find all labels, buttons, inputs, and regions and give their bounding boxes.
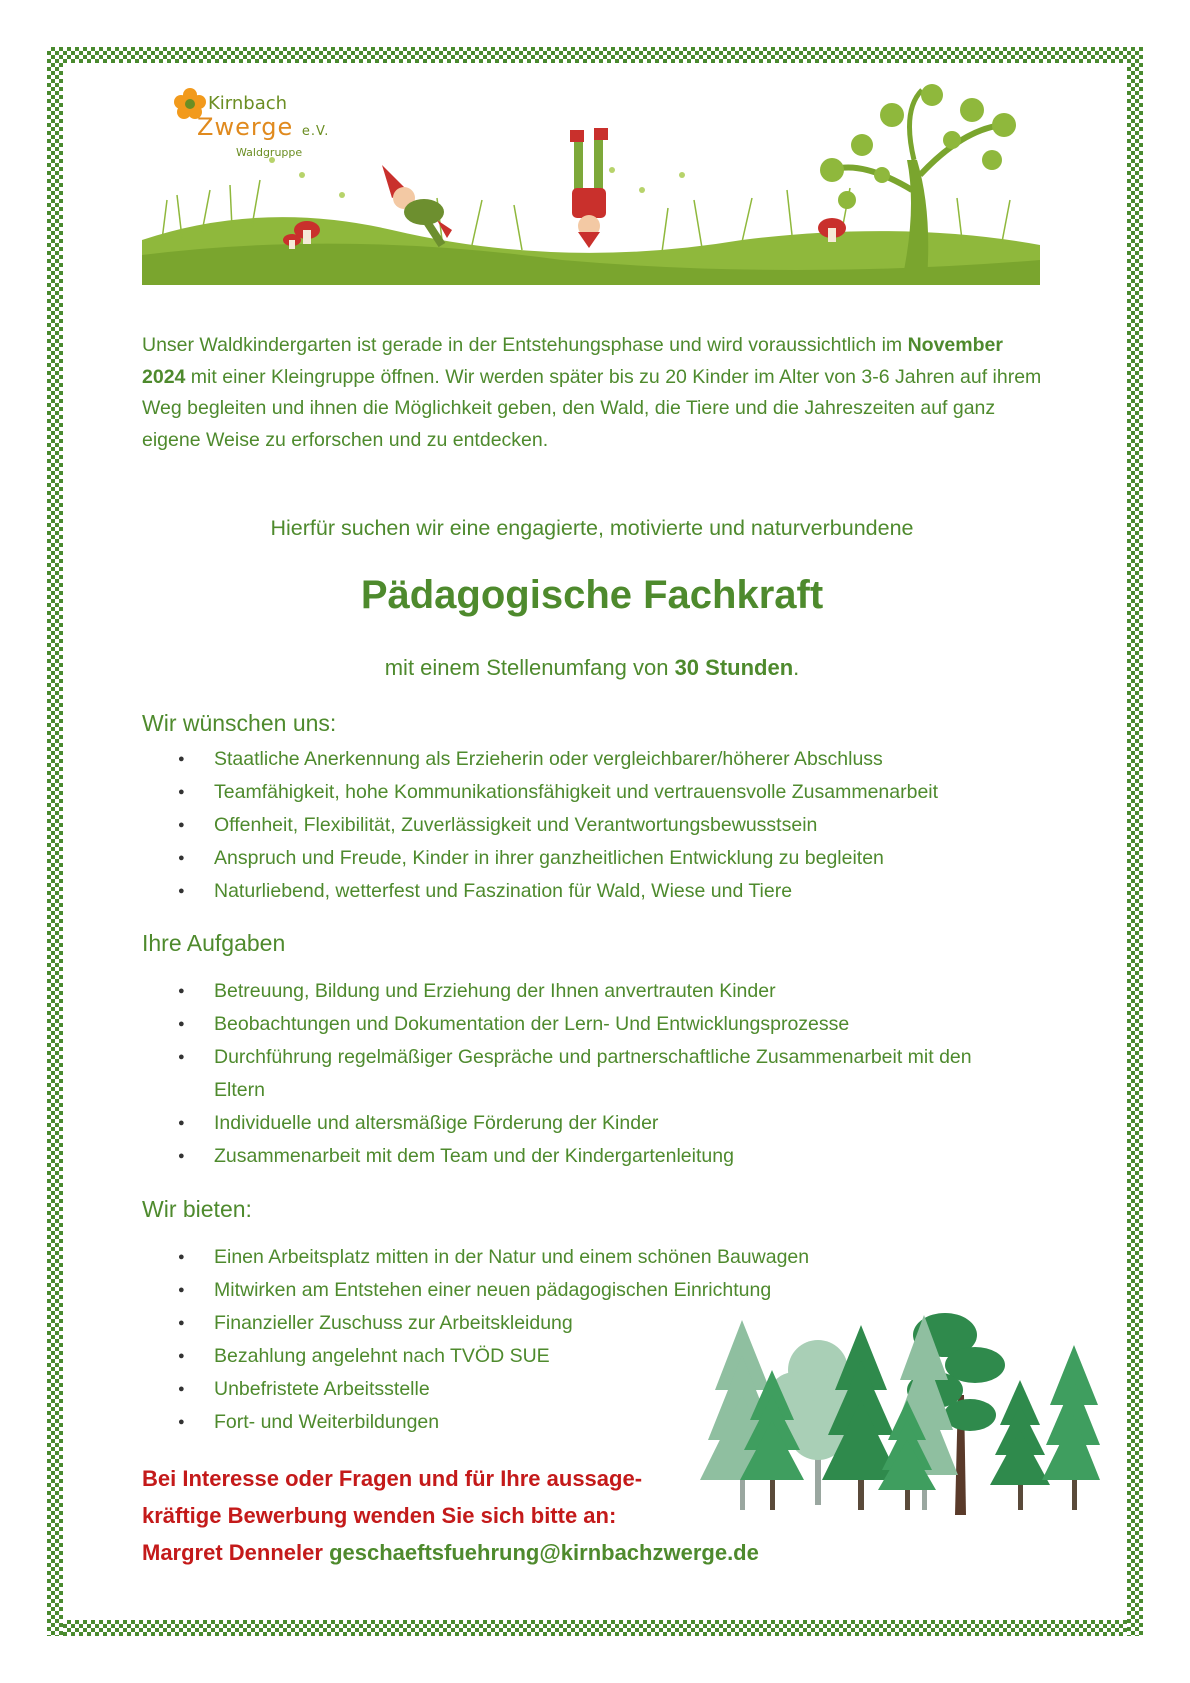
list-item: ● Mitwirken am Entstehen einer neuen pädagogischen Einrichtung [142,1274,1042,1307]
list-item: ● Betreuung, Bildung und Erziehung der Ihnen anvertrauten Kinder [142,975,972,1008]
contact-email-link[interactable]: geschaeftsfuehrung@kirnbachzwerge.de [329,1540,759,1565]
list-item: ● Teamfähigkeit, hohe Kommunikationsfähigkeit und vertrauensvolle Zusammenarbeit [142,776,1042,809]
gnome-handstand-icon [570,128,608,248]
contact-line-1: Bei Interesse oder Fragen und für Ihre aussage- [142,1466,643,1491]
offers-heading: Wir bieten: [142,1196,252,1222]
logo-text-waldgruppe: Waldgruppe [236,146,303,159]
opening-date: November 2024 [142,334,1003,388]
logo-text-ev: e.V. [301,124,330,139]
tasks-list [142,975,972,1173]
checkered-border-top [47,47,1143,63]
lead-text: Hierfür suchen wir eine engagierte, motivierte und naturverbundene [270,516,914,540]
list-item: ● Finanzieller Zuschuss zur Arbeitskleidung [142,1307,1042,1340]
tasks-heading: Ihre Aufgaben [142,930,286,956]
contact-line-3 [142,1534,1042,1571]
list-item: ● Beobachtungen und Dokumentation der Lern- Und Entwicklungsprozesse [142,1008,972,1041]
list-item: ● Einen Arbeitsplatz mitten in der Natur und einem schönen Bauwagen [142,1241,1042,1274]
list-item: ● Fort- und Weiterbildungen [142,1406,1042,1439]
wishes-list [142,743,1042,908]
job-posting-content [142,330,1042,1565]
list-item: ● Individuelle und altersmäßige Förderung der Kinder [142,1107,972,1140]
job-title: Pädagogische Fachkraft [360,573,824,617]
list-item: ● Bezahlung angelehnt nach TVÖD SUE [142,1340,1042,1373]
tasks-section [142,930,1042,1173]
logo-text-zwerge: Zwerge e.V. [197,113,330,141]
intro-paragraph: Unser Waldkindergarten ist gerade in der Entstehungsphase und wird voraussichtlich im November 2024 mit einer Kleingruppe öffnen. Wir werden später bis zu 20 Kinder im Alter von 3-6 Jahren auf ihrem Weg begleiten und ihnen die Möglichkeit geben, den Wald, die Tiere und die Jahreszeiten auf ganz eigene Weise zu erforschen und zu entdecken. [142,334,1042,451]
fir-tree-icon [1042,1345,1100,1510]
list-item: ● Anspruch und Freude, Kinder in ihrer ganzheitlichen Entwicklung zu begleiten [142,842,1042,875]
contact-name: Margret Denneler [142,1540,323,1565]
wishes-heading: Wir wünschen uns: [142,710,337,736]
checkered-border-right [1127,47,1143,1636]
logo-text-kirnbach: Kirnbach [208,93,288,114]
list-item: ● Unbefristete Arbeitsstelle [142,1373,1042,1406]
working-hours: mit einem Stellenumfang von 30 Stunden. [384,655,800,680]
hours-value: 30 Stunden [674,655,794,680]
checkered-border-bottom [47,1620,1143,1636]
list-item: ● Zusammenarbeit mit dem Team und der Kindergartenleitung [142,1140,972,1173]
list-item: ● Offenheit, Flexibilität, Zuverlässigkeit und Verantwortungsbewusstsein [142,809,1042,842]
checkered-border-left [47,47,63,1636]
list-item: ● Staatliche Anerkennung als Erzieherin oder vergleichbarer/höherer Abschluss [142,743,1042,776]
fir-tree-icon [990,1380,1050,1510]
list-item: ● Durchführung regelmäßiger Gespräche und partnerschaftliche Zusammenarbeit mit den Eltern [142,1041,972,1107]
list-item: ● Naturliebend, wetterfest und Faszination für Wald, Wiese und Tiere [142,875,1042,908]
forest-illustration [700,1300,1100,1520]
contact-line-2: kräftige Bewerbung wenden Sie sich bitte an: [142,1503,617,1528]
wishes-section [142,710,1042,908]
